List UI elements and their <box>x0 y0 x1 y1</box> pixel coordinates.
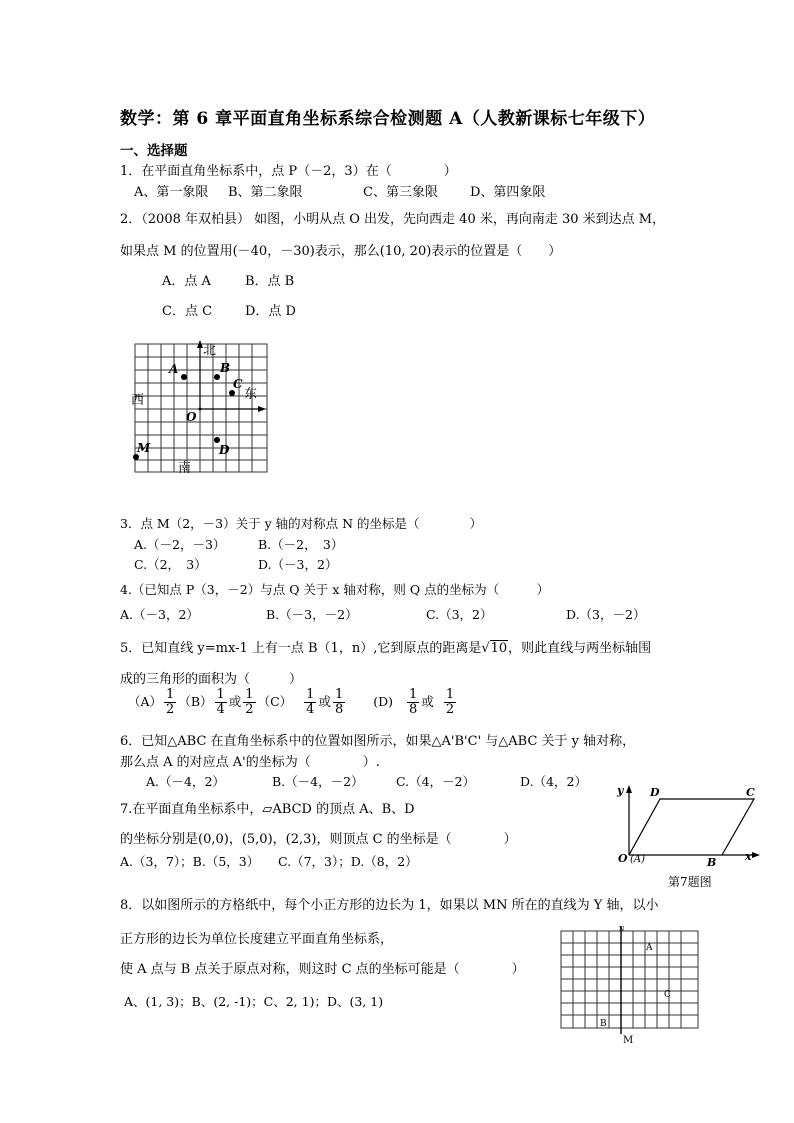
label-north: 北 <box>203 343 217 358</box>
figure-caption: 第7题图 <box>668 875 712 889</box>
q7-line1: 7.在平面直角坐标系中，▱ABCD 的顶点 A、B、D <box>120 802 415 817</box>
q5-d-fraction2: $\frac{1}{2}$ <box>445 687 455 717</box>
label-west: 西 <box>131 393 145 408</box>
q5-c-fraction1: $\frac{1}{4}$ <box>306 687 315 717</box>
section-heading: 一、选择题 <box>120 143 188 159</box>
q8-options: A、(1, 3)；B、(2, -1)；C、2, 1)；D、(3, 1) <box>124 994 384 1009</box>
label-point-a: A <box>169 362 179 376</box>
q7-line2: 的坐标分别是(0,0)，(5,0)，(2,3)，则顶点 C 的坐标是（ ） <box>120 832 517 847</box>
q6-line2: 那么点 A 的对应点 A'的坐标为（ ）. <box>120 755 380 770</box>
label-b: B <box>600 1019 607 1029</box>
q2-option-c: C．点 C <box>162 304 213 319</box>
q5-b-or: 或 <box>228 694 242 709</box>
q6-option-d: D.（4，2） <box>520 774 587 789</box>
q4-option-c: C.（3，2） <box>426 607 493 622</box>
label-m: M <box>623 1035 634 1046</box>
east-arrowhead <box>258 406 266 412</box>
x-axis-arrowhead <box>752 852 760 858</box>
sqrt-symbol: √10 <box>481 641 508 656</box>
q2-option-a: A．点 A <box>162 274 211 289</box>
label-east: 东 <box>244 387 258 402</box>
q3-option-a: A.（－2，－3） <box>134 537 226 552</box>
q6-line1: 6．已知△ABC 在直角坐标系中的位置如图所示，如果△A'B'C' 与△ABC 关于 y 轴对称， <box>120 734 636 749</box>
q2-line1: 2．（2008 年双柏县） 如图，小明从点 O 出发，先向西走 40 米，再向南走 30 米到达点 M， <box>120 212 666 227</box>
q1-option-c: C、第三象限 <box>363 185 438 200</box>
q3-option-d: D.（－3，2） <box>258 557 338 572</box>
point-a-dot <box>181 374 187 380</box>
q5-options <box>128 688 458 717</box>
q2-option-b: B．点 B <box>245 274 295 289</box>
y-axis-arrowhead <box>626 785 632 793</box>
q8-grid-figure <box>555 922 703 1048</box>
label-point-d: D <box>219 443 230 457</box>
label-b: B <box>707 856 717 869</box>
q3-stem: 3．点 M（2，－3）关于 y 轴的对称点 N 的坐标是（ ） <box>120 516 483 531</box>
q5-d-or: 或 <box>421 694 434 709</box>
label-point-c: C <box>233 377 243 391</box>
q3-option-c: C.（2， 3） <box>134 557 207 572</box>
q4-option-b: B.（－3，－2） <box>266 607 358 622</box>
q5-c-or: 或 <box>318 694 331 709</box>
q4-option-d: D.（3，－2） <box>566 607 646 622</box>
label-c: C <box>664 990 671 1000</box>
q5-stem <box>120 637 651 656</box>
q8-line1: 8．以如图所示的方格纸中，每个小正方形的边长为 1，如果以 MN 所在的直线为 Y 轴，以小 <box>120 898 659 913</box>
q5-option-b-label: （B） <box>178 694 213 709</box>
q5-stem-b: ，则此直线与两坐标轴围 <box>508 641 652 656</box>
q2-option-d: D．点 D <box>245 304 296 319</box>
q1-option-b: B、第二象限 <box>228 185 303 200</box>
q8-grid-lines <box>561 931 698 1028</box>
q6-option-c: C.（4，－2） <box>396 774 475 789</box>
sqrt-value: 10 <box>490 641 508 656</box>
page-title: 数学：第 6 章平面直角坐标系综合检测题 A（人教新课标七年级下） <box>120 109 656 129</box>
q7-options: A.（3，7）；B.（5，3） C.（7，3）；D.（8，2） <box>120 854 418 869</box>
q5-stem-a: 5．已知直线 y=mx-1 上有一点 B（1，n）,它到原点的距离是 <box>120 641 482 656</box>
point-o-dot <box>199 408 202 411</box>
q6-option-b: B.（－4，－2） <box>272 774 364 789</box>
q5-c-fraction2: $\frac{1}{8}$ <box>334 687 344 717</box>
q5-d-fraction1: $\frac{1}{8}$ <box>409 687 418 717</box>
q4-option-a: A.（－3，2） <box>120 607 199 622</box>
q1-stem: 1．在平面直角坐标系中，点 P（－2，3）在（ ） <box>120 164 457 179</box>
q5-line2: 成的三角形的面积为（ ） <box>120 672 303 687</box>
q1-option-d: D、第四象限 <box>470 185 546 200</box>
q5-a-fraction: $\frac{1}{2}$ <box>166 687 175 717</box>
label-point-b: B <box>220 361 231 375</box>
q6-option-a: A.（－4，2） <box>146 774 225 789</box>
label-o: O <box>618 852 628 865</box>
q2-grid-figure <box>128 338 273 478</box>
label-x: x <box>745 850 752 863</box>
q5-b-fraction1: $\frac{1}{4}$ <box>216 687 225 717</box>
label-south: 南 <box>178 461 192 476</box>
q5-b-fraction2: $\frac{1}{2}$ <box>245 687 254 717</box>
label-a: (A) <box>630 854 646 865</box>
q5-option-d-label: (D) <box>373 694 394 709</box>
q2-line2: 如果点 M 的位置用(－40，－30)表示，那么(10, 20)表示的位置是（ ） <box>120 244 562 259</box>
q3-option-b: B.（－2， 3） <box>258 537 344 552</box>
label-a: A <box>646 943 653 953</box>
q1-option-a: A、第一象限 <box>134 185 209 200</box>
q7-parallelogram-figure <box>605 780 765 892</box>
label-n: N <box>619 926 625 933</box>
label-point-o: O <box>186 410 197 424</box>
label-point-m: M <box>137 441 151 455</box>
q8-line2: 正方形的边长为单位长度建立平面直角坐标系， <box>120 932 394 947</box>
label-d: D <box>650 786 660 799</box>
label-y: y <box>617 784 624 797</box>
q8-line3: 使 A 点与 B 点关于原点对称，则这时 C 点的坐标可能是（ ） <box>120 962 525 977</box>
parallelogram-shape <box>629 799 754 855</box>
q5-option-c-label: （C） <box>257 694 293 709</box>
q5-option-a-label: （A） <box>128 694 163 709</box>
label-c: C <box>746 786 755 799</box>
q4-stem: 4.（已知点 P（3，－2）与点 Q 关于 x 轴对称，则 Q 点的坐标为（ ） <box>120 582 550 597</box>
